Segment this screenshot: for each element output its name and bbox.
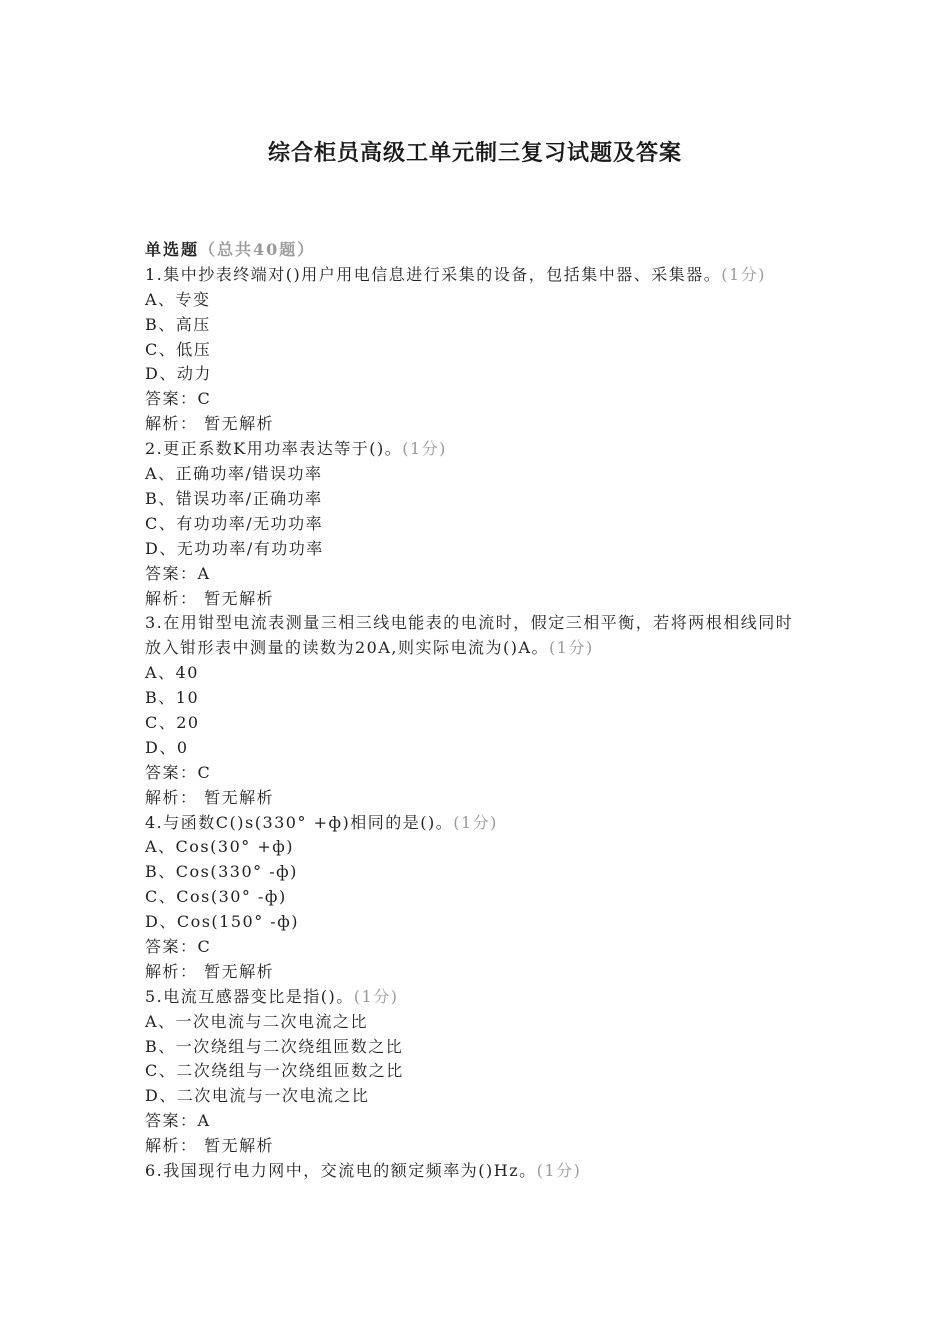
question-text: 3.在用钳型电流表测量三相三线电能表的电流时，假定三相平衡，若将两根相线同时放入钳形表中测量的读数为20A,则实际电流为()A。 [145,613,794,658]
question-text: 2.更正系数K用功率表达等于()。 [145,439,403,459]
analysis: 解析： 暂无解析 [145,1136,275,1156]
question-2 [145,437,805,462]
option-b: B、Cos(330° -ф) [145,862,298,882]
option-b: B、一次绕组与二次绕组匝数之比 [145,1036,404,1056]
answer: 答案：C [145,937,212,957]
section-heading [145,238,805,263]
question-list [145,238,805,1184]
analysis: 解析： 暂无解析 [145,588,275,608]
analysis: 解析： 暂无解析 [145,961,275,981]
section-count: （总共40题） [199,240,316,259]
question-text: 6.我国现行电力网中，交流电的额定频率为()Hz。 [145,1161,537,1181]
option-c: C、低压 [145,339,212,359]
option-a: A、Cos(30° +ф) [145,837,295,857]
section-label: 单选题 [145,240,200,259]
option-a: A、正确功率/错误功率 [145,464,323,484]
analysis: 解析： 暂无解析 [145,787,275,807]
option-d: D、无功功率/有功功率 [145,538,324,558]
option-a: A、一次电流与二次电流之比 [145,1011,369,1031]
question-6 [145,1159,805,1184]
option-b: B、错误功率/正确功率 [145,488,323,508]
question-text: 1.集中抄表终端对()用户用电信息进行采集的设备，包括集中器、采集器。 [145,264,722,284]
answer: 答案：A [145,563,211,583]
question-text: 4.与函数C()s(330° +ф)相同的是()。 [145,812,454,832]
option-a: A、专变 [145,289,211,309]
answer: 答案：C [145,762,212,782]
answer: 答案：A [145,1111,211,1131]
question-score: (1分) [536,1161,582,1181]
answer: 答案：C [145,389,212,409]
option-b: B、10 [145,688,200,708]
option-c: C、20 [145,712,200,732]
question-3 [145,611,805,661]
question-score: (1分) [549,638,594,658]
option-d: D、0 [145,737,189,757]
option-c: C、二次绕组与一次绕组匝数之比 [145,1061,404,1081]
option-d: D、动力 [145,364,212,384]
option-c: C、Cos(30° -ф) [145,887,287,907]
option-c: C、有功功率/无功功率 [145,513,324,533]
analysis: 解析： 暂无解析 [145,414,275,434]
document-title: 综合柜员高级工单元制三复习试题及答案 [267,140,682,166]
question-1 [145,263,805,288]
question-score: (1分) [453,812,498,832]
option-a: A、40 [145,663,199,683]
question-score: (1分) [353,986,399,1006]
question-score: (1分) [402,439,447,459]
option-b: B、高压 [145,314,211,334]
question-5 [145,985,805,1010]
question-4 [145,811,805,836]
option-d: D、二次电流与一次电流之比 [145,1086,370,1106]
question-text: 5.电流互感器变比是指()。 [145,986,354,1006]
question-score: (1分) [721,264,766,284]
option-d: D、Cos(150° -ф) [145,912,299,932]
